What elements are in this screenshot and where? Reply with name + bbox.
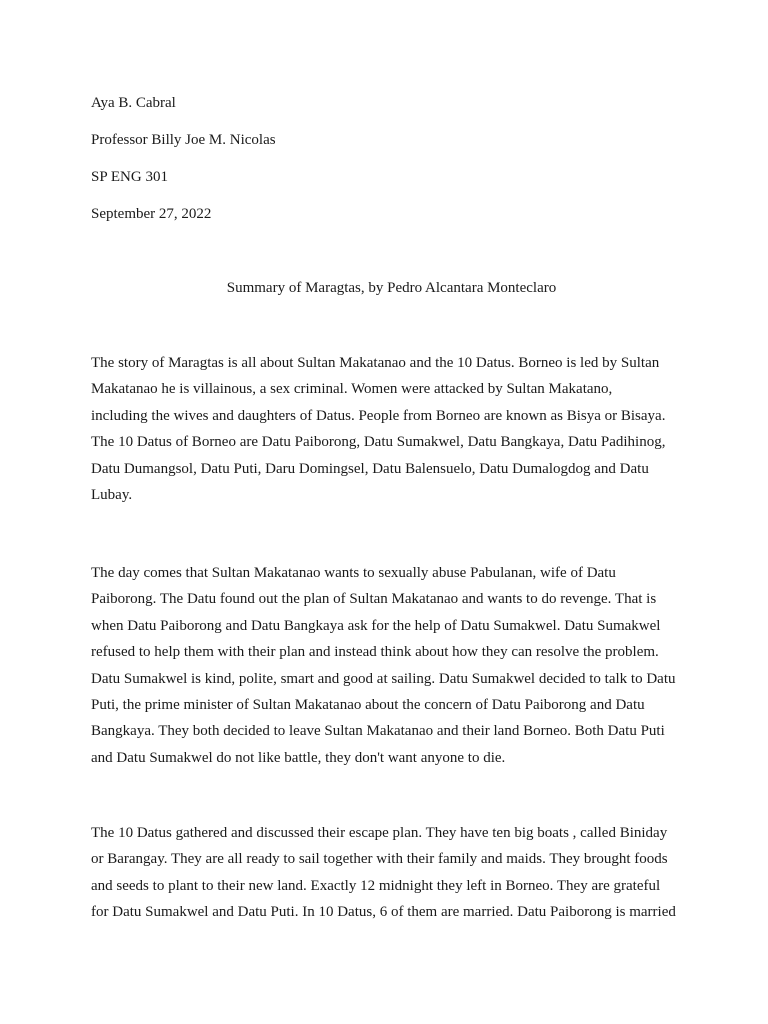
paragraph-line: including the wives and daughters of Datus. People from Borneo are known as Bisya or Bisaya. <box>91 407 666 424</box>
paragraph-line: The 10 Datus of Borneo are Datu Paiborong, Datu Sumakwel, Datu Bangkaya, Datu Padihinog, <box>91 434 666 451</box>
document-date: September 27, 2022 <box>91 206 212 222</box>
document-title-row <box>0 279 768 297</box>
paragraph-line: and seeds to plant to their new land. Exactly 12 midnight they left in Borneo. They are grateful <box>91 877 661 894</box>
paragraph-line: Puti, the prime minister of Sultan Makatanao about the concern of Datu Paiborong and Datu <box>91 697 645 714</box>
paragraph-line: Datu Dumangsol, Datu Puti, Daru Domingsel, Datu Balensuelo, Datu Dumalogdog and Datu <box>91 460 649 477</box>
paragraph-line: for Datu Sumakwel and Datu Puti. In 10 Datus, 6 of them are married. Datu Paiborong is married <box>91 904 676 921</box>
paragraph <box>91 560 691 771</box>
paragraph-line: when Datu Paiborong and Datu Bangkaya ask for the help of Datu Sumakwel. Datu Sumakwel <box>91 617 661 634</box>
paragraph-line: The story of Maragtas is all about Sultan Makatanao and the 10 Datus. Borneo is led by Sultan <box>91 355 660 371</box>
paragraph-line: Datu Sumakwel is kind, polite, smart and good at sailing. Datu Sumakwel decided to talk to Datu <box>91 670 676 687</box>
document-title: Summary of Maragtas, by Pedro Alcantara Monteclaro <box>226 280 557 296</box>
course-code: SP ENG 301 <box>91 169 168 185</box>
paragraph-line: and Datu Sumakwel do not like battle, they don't want anyone to die. <box>91 749 506 766</box>
professor-name: Professor Billy Joe M. Nicolas <box>91 132 276 148</box>
paragraph-line: refused to help them with their plan and instead think about how they can resolve the problem. <box>91 644 659 661</box>
paragraph-line: The day comes that Sultan Makatanao wants to sexually abuse Pabulanan, wife of Datu <box>91 565 616 581</box>
paragraph <box>91 350 691 508</box>
author-name: Aya B. Cabral <box>91 95 176 111</box>
paragraph <box>91 820 691 926</box>
paragraph-line: Bangkaya. They both decided to leave Sultan Makatanao and their land Borneo. Both Datu Puti <box>91 723 665 740</box>
paragraph-line: The 10 Datus gathered and discussed their escape plan. They have ten big boats , called Biniday <box>91 825 668 841</box>
paragraph-line: Paiborong. The Datu found out the plan of Sultan Makatanao and wants to do revenge. That is <box>91 591 657 608</box>
paragraph-line: Makatanao he is villainous, a sex criminal. Women were attacked by Sultan Makatano, <box>91 381 613 398</box>
paragraph-line: or Barangay. They are all ready to sail together with their family and maids. They brought foods <box>91 851 668 868</box>
paragraph-line: Lubay. <box>91 487 133 504</box>
